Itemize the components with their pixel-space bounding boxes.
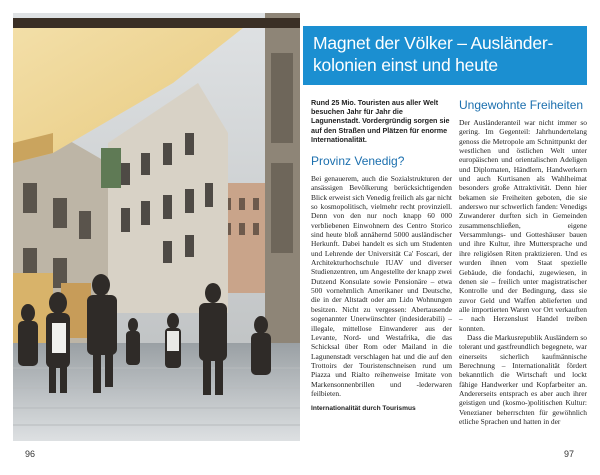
body-paragraph: Dass die Markusrepublik Ausländern so tolerant und gastfreundlich begegnete, war einerseits sicherlich kaufmännische Berechnung – Internationalität fördert bekanntlich die Wirtschaft und lockt fähige Handwerker und Kopfarbeiter an. Andererseits entsprach es aber auch ihrer geistigen und (kosmo-)politischen Kultur: Venezianer beherrschten für gewöhnlich etliche Sprachen und hatten in der	[459, 332, 587, 426]
body-paragraph: Bei genauerem, auch die Sozialstrukturen der ansässigen Bevölkerung berücksichtigenden Blick erweist sich Venedig freilich als gar nicht so kosmopolitisch, vielmehr recht provinziell. Denn von den nur noch knapp 60 000 verbliebenen Einwohnern des Centro Storico sind heute bloß annähernd 5000 ausländischer Herkunft. Dabei handelt es sich um Studenten und Lehrende der Universität Ca' Foscari, der Architekturhochschule IUAV und diverser Studienzentren, um Angestellte der knapp zwei Dutzend Konsulate sowie Pensionäre – etwa 500 vornehmlich Amerikaner und Deutsche, die in der Altstadt oder am Lido Wohnungen besitzen. Nicht zu vergessen: Abertausende sogenannter Unerwünschter (indesiderabili) – illegale, mittellose Einwanderer aus der Levante, Nord- und Westafrika, die das Schicksal über Rom oder Mailand in die Lagunenstadt verschlagen hat und die auf den Trottoirs der Touristenschneisen rund um Piazza und Rialto reihenweise Imitate von Markensonnenbrillen und -lederwaren feilbieten.	[311, 174, 452, 398]
subhead-freiheiten: Ungewohnte Freiheiten	[459, 98, 584, 112]
text-column-left	[311, 98, 452, 414]
text-column-right	[459, 98, 587, 426]
page-number-left: 96	[25, 449, 36, 459]
section-footer-label: Internationalität durch Tourismus	[311, 405, 416, 413]
title-banner	[303, 26, 587, 85]
body-paragraph: Der Ausländeranteil war nicht immer so gering. Im Gegenteil: Jahrhundertelang genoss die Metropole am Schnittpunkt der westlichen und östlichen Welt unter europäischen und orientalischen Adeligen und Diplomaten, Händlern, Handwerkern und auch Kurtisanen als Wahlheimat besonders große Attraktivität. Denn hier bekamen sie Freiheiten geboten, die sie anderswo nur schwerlich fanden: Venedigs Zuwanderer durften sich in Gemeinden zusammenschließen, eigene Versammlungs- und Gotteshäuser bauen und ihre Kultur, ihre Muttersprache und ihre religiösen Riten praktizieren. Und es wurden ihnen vom Staat spezielle Gebäude, die fondachi, zugewiesen, in denen sie – freilich unter magistratischer Kontrolle und der Bedingung, dass sie zuvor Geld und Waffen ablieferten und alle importierten Waren vor Ort verkauften – nach Herzenslust Handel treiben konnten.	[459, 118, 587, 333]
subhead-provinz: Provinz Venedig?	[311, 154, 405, 169]
page-title: Magnet der Völker – Ausländer-kolonien einst und heute	[313, 33, 554, 75]
page-number-right: 97	[564, 449, 575, 459]
intro-paragraph: Rund 25 Mio. Touristen aus aller Welt besuchen Jahr für Jahr die Lagunenstadt. Vordergründig sorgen sie auf den Straßen und Plätzen für enorme Internationalität.	[311, 98, 450, 144]
venice-street-photo	[13, 13, 300, 441]
